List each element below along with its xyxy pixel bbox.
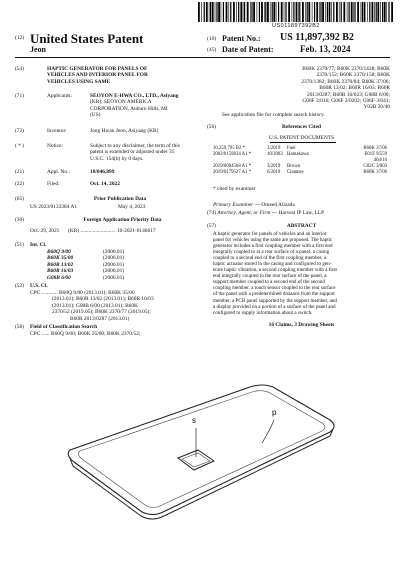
ref-class: 404/16: [373, 158, 387, 163]
prior-pub-date: May 4, 2023: [118, 204, 146, 210]
foreign-priority-heading: Foreign Application Priority Data: [83, 217, 162, 223]
abstract-line: coupled to a second end of the first coupling member, a: [213, 255, 327, 262]
abstract-line: generator includes a first coupling member with a first end: [213, 243, 333, 250]
int-cl-year: (2006.01): [103, 249, 125, 255]
ref-number: 2002/0159834 A1 *: [213, 152, 252, 157]
barcode-bar: [265, 2, 266, 22]
barcode-bar: [376, 2, 377, 22]
attorney-name: — Harvest IP Law, LLP: [271, 210, 325, 216]
us-cl-label: U.S. Cl.: [30, 283, 48, 289]
ref-date: 3/2019: [267, 146, 281, 151]
cpc-continuation: [213, 66, 390, 111]
barcode-bar: [206, 2, 208, 22]
barcode-bar: [320, 2, 321, 22]
barcode-bar: [209, 2, 210, 22]
leader-p: [262, 420, 274, 443]
barcode-bar: [377, 2, 379, 22]
us-docs-heading: U.S. PATENT DOCUMENTS: [268, 135, 335, 141]
cpc-cont-line: B60K 2370/77; B60K 2370/1438; B60K: [302, 66, 390, 72]
abstract-heading: ABSTRACT: [286, 223, 317, 229]
ref-class: B60K 37/06: [363, 170, 387, 175]
cpc-cont-line: Y02B 20/40: [363, 104, 390, 111]
barcode-bar: [221, 2, 222, 22]
patent-no-label: Patent No.:: [222, 34, 261, 43]
barcode-bar: [372, 2, 374, 22]
ref-name: Channey: [287, 170, 305, 175]
barcode-bar: [374, 2, 375, 22]
applicant-line: (KR); SEOYON AMERICA: [90, 99, 152, 106]
cpc-line: (2013.01); B60R 13/02 (2013.01); B60R 16/03: [52, 296, 154, 303]
barcode-text: US011897392B2: [272, 23, 320, 29]
cpc-cont-line: 2370/1382; B60K 2370/84; B60K 37/06;: [301, 78, 390, 85]
barcode-bar: [296, 2, 298, 22]
barcode-bar: [240, 2, 242, 22]
cpc-cont-line: B60R 13/02; B60R 16/03; B60R: [319, 85, 390, 92]
code-21: (21): [15, 169, 24, 175]
barcode-bar: [285, 2, 286, 22]
document-title: United States Patent: [30, 31, 144, 46]
barcode-bar: [226, 2, 228, 22]
barcode-bar: [388, 2, 389, 22]
ref-date: 10/2002: [267, 152, 283, 157]
barcode-bar: [276, 2, 277, 22]
barcode-bar: [322, 2, 324, 22]
notice-line: U.S.C. 154(b) by 0 days.: [90, 155, 144, 162]
field-search-line: CPC ...... B60Q 9/00; B60K 35/00; B60K 2370/52;: [30, 331, 141, 337]
abstract-line: erate haptic vibration, a second coupling member with a first: [213, 267, 337, 274]
barcode-bar: [201, 2, 202, 22]
code-notice: ( * ): [15, 143, 24, 149]
foreign-dots: ..........................: [80, 228, 116, 234]
int-cl-code: B60K 35/00: [47, 255, 74, 262]
int-cl-code: B60R 13/02: [47, 261, 74, 268]
barcode-bar: [325, 2, 326, 22]
barcode-bar: [251, 2, 252, 22]
appl-value: 18/046,899: [90, 169, 115, 175]
barcode-bars: [196, 2, 396, 22]
title-line: HAPTIC GENERATOR FOR PANELS OF: [47, 66, 148, 72]
barcode-bar: [204, 2, 205, 22]
int-cl-code: B60Q 9/00: [47, 249, 71, 255]
abstract-line: a display provided on a portion of a surface of the panel and: [213, 303, 336, 310]
int-cl-row: [47, 275, 197, 281]
int-cl-year: (2006.01): [103, 261, 125, 268]
foreign-country: (KR): [68, 228, 80, 234]
inventor-surname: Jeon: [30, 45, 46, 54]
barcode-bar: [212, 2, 214, 22]
barcode-bar: [327, 2, 328, 22]
foreign-priority-row: [30, 228, 156, 234]
barcode-bar: [314, 2, 315, 22]
primary-examiner-name: — Omeed Alizada: [254, 202, 295, 208]
int-cl-label: Int. Cl.: [30, 242, 47, 248]
notice-line: Subject to any disclaimer, the term of this: [90, 143, 180, 149]
cpc-line: 2370/52 (2019.05); B60K 2370/77 (2019.05);: [52, 309, 151, 316]
ref-name: Hamakawa: [287, 152, 309, 157]
field-search-label: Field of Classification Search: [30, 324, 98, 330]
code-12: (12): [15, 35, 25, 41]
inventor-value: Jong Hwan Jeon, Asiyang (KR): [90, 128, 159, 134]
barcode-bar: [307, 2, 308, 22]
ref-number: 10,259,795 B2 *: [213, 146, 245, 151]
reference-row: [213, 170, 390, 176]
cpc-line: CPC ............ B60Q 9/00 (2013.01); B60K 35/00: [30, 290, 135, 296]
barcode-bar: [336, 2, 338, 22]
foreign-date: Oct. 29, 2021: [30, 228, 60, 234]
barcode-bar: [319, 2, 320, 22]
us-docs-underline: [270, 142, 336, 143]
ref-name: Fuel: [287, 146, 296, 151]
abstract-line: end integrally coupled to the rear surface of the panel, a: [213, 273, 327, 280]
ref-name: Brown: [287, 164, 301, 169]
code-74: (74): [207, 210, 216, 216]
header-rule: [15, 57, 390, 58]
barcode-bar: [223, 2, 224, 22]
barcode-bar: [270, 2, 271, 22]
barcode-bar: [357, 2, 359, 22]
code-52: (52): [15, 283, 24, 289]
int-cl-year: (2006.01): [103, 268, 125, 275]
barcode-bar: [230, 2, 231, 22]
code-22: (22): [15, 181, 24, 187]
code-30: (30): [15, 217, 24, 223]
abstract-line: panel for vehicles using the same are proposed. The haptic: [213, 237, 333, 244]
see-application: See application file for complete search history.: [222, 112, 325, 118]
label-s: s: [192, 416, 196, 425]
barcode-bar: [312, 2, 313, 22]
barcode-bar: [351, 2, 353, 22]
cpc-cont-line: G06F 3/016; G06F 3/0202; G06F 3/041;: [302, 98, 390, 105]
int-cl-year: (2006.01): [103, 255, 125, 262]
abstract-line: support member coupled to a second end of the second: [213, 279, 325, 286]
int-cl-list: [47, 249, 197, 281]
cpc-classification: [30, 290, 200, 322]
barcode-bar: [281, 2, 283, 22]
code-45: (45): [207, 47, 217, 53]
ref-number: 2019/0094568 A1 *: [213, 164, 252, 169]
barcode-bar: [302, 2, 304, 22]
barcode-bar: [250, 2, 251, 22]
barcode-bar: [362, 2, 363, 22]
notice-label: Notice:: [47, 143, 63, 149]
abstract-line: of the panel with a predetermined distance from the support: [213, 291, 335, 298]
barcode-bar: [316, 2, 318, 22]
cpc-line: B60R 2013/0287 (2013.01): [70, 315, 130, 322]
barcode-bar: [361, 2, 362, 22]
code-71: (71): [15, 93, 24, 99]
cited-by-examiner: * cited by examiner: [213, 186, 256, 192]
references-table: [213, 146, 390, 176]
abstract-line: configured to supply information about a switch.: [213, 309, 313, 316]
barcode-bar: [261, 2, 263, 22]
prior-pub-number: US 2023/0133384 A1: [30, 204, 78, 210]
barcode-bar: [216, 2, 217, 22]
barcode-bar: [264, 2, 265, 22]
barcode: [196, 2, 396, 30]
references-heading: References Cited: [282, 124, 321, 130]
barcode-bar: [341, 2, 342, 22]
code-10: (10): [207, 36, 217, 42]
code-54: (54): [15, 66, 24, 72]
patent-number: US 11,897,392 B2: [280, 32, 354, 43]
prior-pub-heading: Prior Publication Data: [93, 196, 147, 202]
ref-class: B60K 37/06: [363, 146, 387, 151]
representative-drawing: [0, 340, 405, 558]
foreign-number: 10-2021-0146617: [116, 228, 156, 234]
primary-examiner-label: Primary Examiner: [213, 202, 254, 208]
barcode-bar: [382, 2, 383, 22]
ref-class: G02C 3/003: [363, 164, 387, 169]
barcode-bar: [259, 2, 260, 22]
applicant-line: SEOYON E-HWA CO., LTD., Asiyang: [90, 93, 179, 99]
patent-date: Feb. 13, 2024: [300, 44, 351, 54]
barcode-bar: [247, 2, 249, 22]
int-cl-code: G08B 6/00: [47, 274, 71, 281]
barcode-bar: [272, 2, 273, 22]
barcode-bar: [343, 2, 345, 22]
code-58: (58): [15, 324, 24, 330]
applicant-line: (US): [90, 112, 101, 119]
barcode-bar: [369, 2, 370, 22]
date-label: Date of Patent:: [222, 45, 274, 54]
code-56: (56): [207, 124, 216, 130]
barcode-bar: [215, 2, 216, 22]
barcode-bar: [243, 2, 244, 22]
abstract-line: member, a PCB panel supported by the support member, and: [213, 297, 337, 304]
label-p: p: [272, 408, 277, 417]
barcode-bar: [293, 2, 294, 22]
barcode-bar: [339, 2, 340, 22]
barcode-bar: [367, 2, 368, 22]
barcode-bar: [218, 2, 220, 22]
appl-label: Appl. No.:: [47, 169, 70, 175]
barcode-bar: [347, 2, 348, 22]
abstract-line: A haptic generator for panels of vehicles and an interior: [213, 231, 327, 237]
barcode-bar: [331, 2, 332, 22]
barcode-bar: [349, 2, 350, 22]
ref-number: 2019/0179527 A1 *: [213, 170, 252, 175]
barcode-bar: [236, 2, 237, 22]
abstract-line: integrally coupled to at a rear surface of a panel, a casing: [213, 249, 330, 256]
barcode-bar: [292, 2, 293, 22]
barcode-bar: [384, 2, 386, 22]
code-72: (72): [15, 128, 24, 134]
notice-line: patent is extended or adjusted under 35: [90, 149, 175, 156]
panel-drawing: [0, 340, 405, 558]
barcode-bar: [391, 2, 393, 22]
attorney-label: Attorney, Agent, or Firm: [217, 210, 271, 216]
barcode-bar: [284, 2, 285, 22]
barcode-bar: [386, 2, 387, 22]
barcode-bar: [299, 2, 300, 22]
barcode-bar: [253, 2, 255, 22]
cpc-cont-line: 2013/0287; B60R 16/023; G08B 6/00;: [307, 91, 390, 98]
title-line: VEHICLES USING SAME: [47, 78, 111, 85]
filed-label: Filed:: [47, 181, 60, 187]
ref-class: E01F 9/559: [364, 152, 387, 157]
barcode-bar: [257, 2, 258, 22]
title-line: VEHICLES AND INTERIOR PANEL FOR: [47, 72, 148, 79]
cpc-cont-line: 2370/152; B60K 2370/158; B60K: [316, 72, 390, 79]
applicants-label: Applicants:: [47, 93, 72, 99]
barcode-bar: [238, 2, 239, 22]
applicant-line: CORPORATION, Auburn Hills, MI: [90, 105, 168, 112]
barcode-bar: [267, 2, 269, 22]
barcode-bar: [288, 2, 290, 22]
code-65: (65): [15, 196, 24, 202]
barcode-bar: [233, 2, 235, 22]
inventor-label: Inventor:: [47, 128, 67, 134]
barcode-bar: [298, 2, 299, 22]
abstract-body: [213, 231, 390, 316]
barcode-bar: [278, 2, 279, 22]
barcode-bar: [305, 2, 306, 22]
barcode-bar: [273, 2, 275, 22]
barcode-bar: [329, 2, 331, 22]
int-cl-code: B60R 16/03: [47, 268, 74, 275]
barcode-bar: [364, 2, 366, 22]
code-57: (57): [207, 223, 216, 229]
attorney: [207, 210, 324, 216]
claims-count: 16 Claims, 3 Drawing Sheets: [268, 322, 335, 328]
int-cl-year: (2006.01): [103, 274, 125, 281]
notice-value: [90, 143, 200, 162]
ref-date: 3/2019: [267, 164, 281, 169]
applicants-value: [90, 93, 200, 119]
barcode-bar: [353, 2, 354, 22]
abstract-line: haptic actuator stored in the casing and configured to gen-: [213, 261, 332, 268]
ref-date: 6/2019: [267, 170, 281, 175]
abstract-line: coupling member, a touch sensor coupled to the rear surface: [213, 285, 336, 292]
code-51: (51): [15, 242, 24, 248]
barcode-bar: [244, 2, 245, 22]
invention-title: [47, 66, 197, 85]
barcode-bar: [210, 2, 211, 22]
barcode-bar: [380, 2, 381, 22]
primary-examiner: [213, 202, 295, 208]
barcode-bar: [333, 2, 334, 22]
barcode-bar: [308, 2, 310, 22]
barcode-bar: [354, 2, 355, 22]
cpc-line: (2013.01); G08B 6/00 (2013.01); B60K: [52, 302, 138, 309]
filed-value: Oct. 14, 2022: [90, 181, 120, 187]
barcode-bar: [229, 2, 230, 22]
barcode-bar: [198, 2, 200, 22]
